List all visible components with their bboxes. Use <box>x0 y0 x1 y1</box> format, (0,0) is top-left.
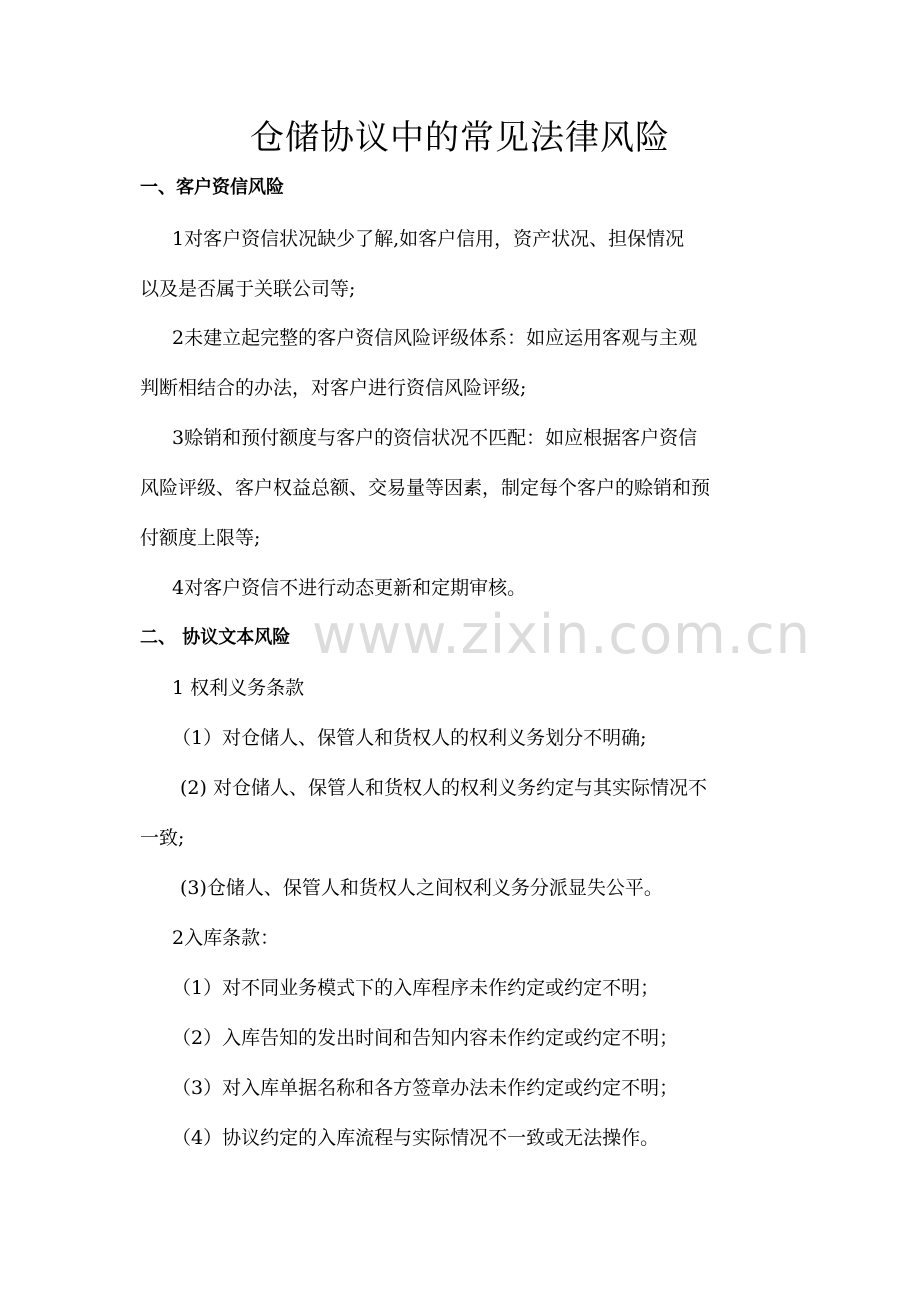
paragraph-line: 以及是否属于关联公司等; <box>140 278 356 300</box>
document-title: 仓储协议中的常见法律风险 <box>250 118 670 158</box>
list-item-continuation: 一致; <box>140 827 185 849</box>
section-heading-2: 二、 协议文本风险 <box>140 627 291 648</box>
paragraph-line: 判断相结合的办法，对客户进行资信风险评级; <box>140 377 527 399</box>
paragraph-line: 2未建立起完整的客户资信风险评级体系：如应运用客观与主观 <box>172 327 698 349</box>
paragraph-line: 4对客户资信不进行动态更新和定期审核。 <box>172 577 527 599</box>
list-item: (3)仓储人、保管人和货权人之间权利义务分派显失公平。 <box>180 877 663 899</box>
list-item: （3）对入库单据名称和各方签章办法未作约定或约定不明； <box>172 1077 679 1099</box>
list-item: （1）对仓储人、保管人和货权人的权利义务划分不明确; <box>172 727 647 749</box>
section-heading-1: 一、客户资信风险 <box>140 177 284 198</box>
paragraph-line: 1对客户资信状况缺少了解,如客户信用，资产状况、担保情况 <box>172 228 685 250</box>
list-item: （2）入库告知的发出时间和告知内容未作约定或约定不明； <box>172 1027 679 1049</box>
subsection-heading: 2入库条款： <box>172 927 280 949</box>
paragraph-line: 3赊销和预付额度与客户的资信状况不匹配：如应根据客户资信 <box>172 427 698 449</box>
list-item: (2) 对仓储人、保管人和货权人的权利义务约定与其实际情况不 <box>180 777 707 799</box>
subsection-heading: 1 权利义务条款 <box>172 677 305 699</box>
watermark-text: www.zixin.com.cn <box>312 603 811 666</box>
list-item: （1）对不同业务模式下的入库程序未作约定或约定不明； <box>172 977 660 999</box>
paragraph-line: 付额度上限等; <box>140 527 261 549</box>
paragraph-line: 风险评级、客户权益总额、交易量等因素，制定每个客户的赊销和预 <box>140 477 711 499</box>
list-item: （4）协议约定的入库流程与实际情况不一致或无法操作。 <box>172 1127 660 1149</box>
